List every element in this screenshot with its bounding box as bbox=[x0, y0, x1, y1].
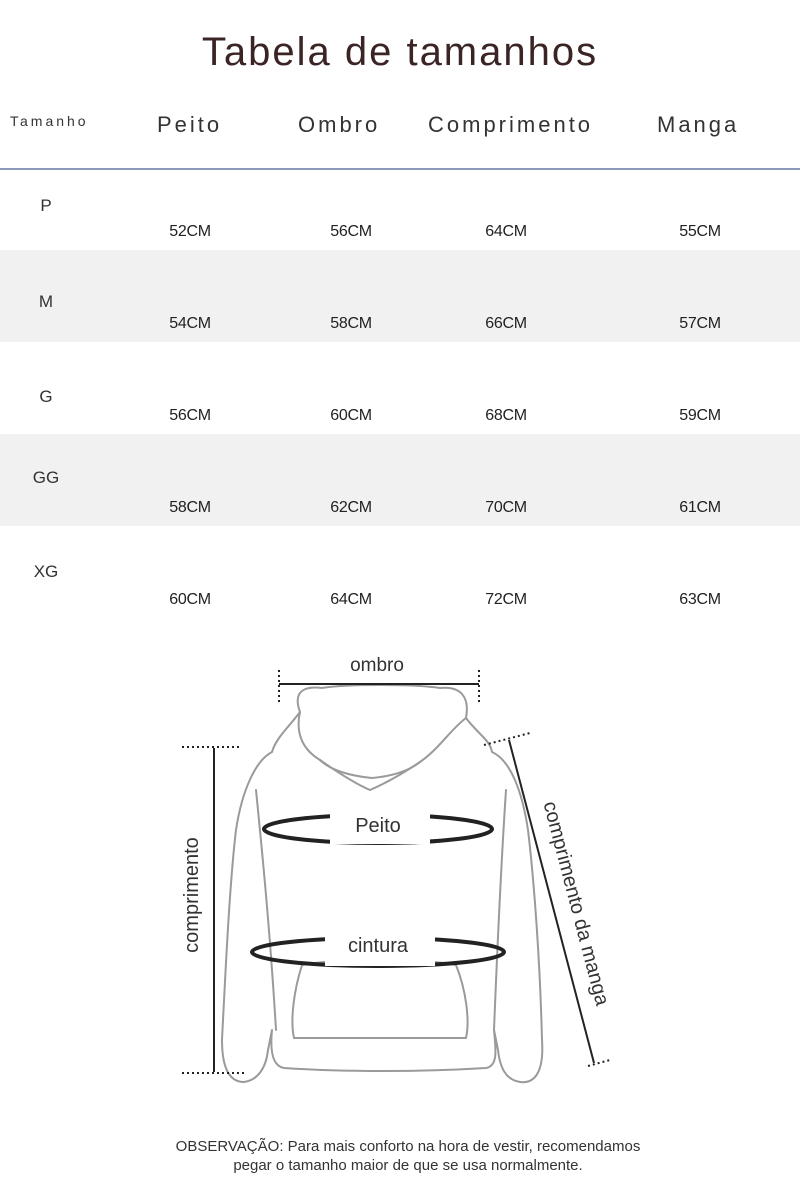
shoulder-value: 56CM bbox=[330, 223, 372, 240]
table-row bbox=[0, 526, 800, 618]
length-value: 68CM bbox=[485, 407, 527, 424]
observation-note bbox=[0, 1137, 800, 1175]
length-label: comprimento bbox=[181, 837, 203, 953]
table-row bbox=[0, 434, 800, 526]
chest-value: 60CM bbox=[169, 591, 211, 608]
sleeve-value: 59CM bbox=[679, 407, 721, 424]
length-value: 72CM bbox=[485, 591, 527, 608]
table-row bbox=[0, 170, 800, 262]
length-value: 64CM bbox=[485, 223, 527, 240]
size-label: P bbox=[40, 196, 52, 215]
shoulder-value: 62CM bbox=[330, 499, 372, 516]
sleeve-label: comprimento da manga bbox=[538, 799, 614, 1008]
table-row bbox=[0, 342, 800, 434]
shoulder-value: 60CM bbox=[330, 407, 372, 424]
header-shoulder: Ombro bbox=[298, 112, 381, 137]
sleeve-measure bbox=[484, 733, 610, 1066]
sleeve-value: 57CM bbox=[679, 315, 721, 332]
shoulder-value: 58CM bbox=[330, 315, 372, 332]
chest-value: 58CM bbox=[169, 499, 211, 516]
sleeve-value: 55CM bbox=[679, 223, 721, 240]
chest-value: 56CM bbox=[169, 407, 211, 424]
size-label: G bbox=[39, 387, 53, 406]
page-title: Tabela de tamanhos bbox=[201, 30, 599, 74]
size-label: M bbox=[38, 292, 54, 311]
size-label: XG bbox=[33, 562, 59, 581]
length-value: 70CM bbox=[485, 499, 527, 516]
size-label: GG bbox=[32, 468, 60, 487]
shoulder-label: ombro bbox=[350, 655, 404, 676]
note-line-1: OBSERVAÇÃO: Para mais conforto na hora de vestir, recomendamos bbox=[175, 1138, 641, 1155]
note-line-2: pegar o tamanho maior de que se usa normalmente. bbox=[233, 1157, 583, 1174]
sleeve-value: 61CM bbox=[679, 499, 721, 516]
header-chest: Peito bbox=[157, 112, 223, 137]
chest-value: 54CM bbox=[169, 315, 211, 332]
waist-label: cintura bbox=[347, 935, 409, 957]
chest-label: Peito bbox=[355, 815, 401, 837]
header-size: Tamanho bbox=[10, 113, 89, 129]
length-value: 66CM bbox=[485, 315, 527, 332]
header-sleeve: Manga bbox=[657, 112, 740, 137]
hoodie-measurement-diagram bbox=[0, 640, 800, 1130]
hoodie-icon bbox=[222, 685, 542, 1082]
chest-value: 52CM bbox=[169, 223, 211, 240]
header-length: Comprimento bbox=[428, 112, 594, 137]
shoulder-value: 64CM bbox=[330, 591, 372, 608]
sleeve-value: 63CM bbox=[679, 591, 721, 608]
table-row bbox=[0, 250, 800, 342]
